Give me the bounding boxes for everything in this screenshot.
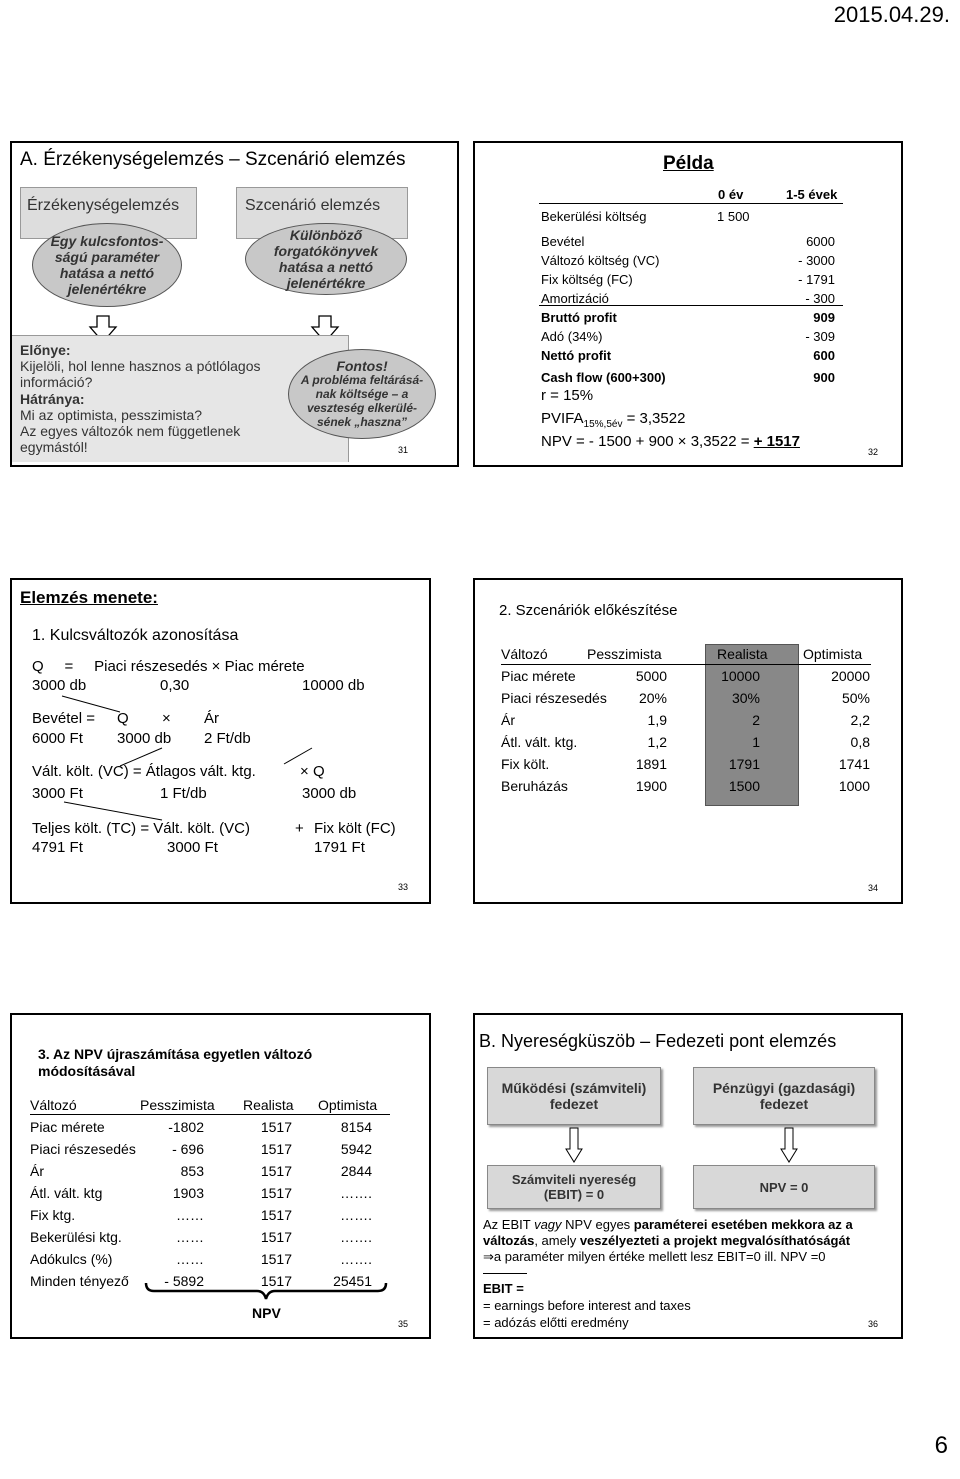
row-label: Minden tényező bbox=[30, 1273, 129, 1289]
row-value-years: - 309 bbox=[805, 329, 835, 344]
row-label: Ár bbox=[30, 1163, 44, 1179]
ellipse-left: Egy kulcsfontos- ságú paraméter hatása a nettó jelenértékre bbox=[32, 223, 182, 307]
table-cell: -1802 bbox=[168, 1119, 204, 1135]
table-cell: 1000 bbox=[838, 778, 870, 794]
table-header: Pesszimista bbox=[140, 1097, 215, 1113]
table-cell: 20% bbox=[638, 690, 667, 706]
page-number: 6 bbox=[934, 1432, 948, 1459]
row-label: Adó (34%) bbox=[541, 329, 603, 344]
box-accounting-breakeven: Működési (számviteli) fedezet bbox=[487, 1067, 661, 1125]
slide-title: 2. Szcenáriók előkészítése bbox=[499, 602, 678, 619]
header-rule bbox=[501, 664, 871, 665]
warning-ellipse: Fontos! A probléma feltárásá- nak költsége – a veszteség elkerülé- sének „haszna” bbox=[288, 349, 436, 439]
row-label: Beruházás bbox=[501, 778, 568, 794]
box-ebit-zero: Számviteli nyereség (EBIT) = 0 bbox=[487, 1165, 661, 1209]
table-cell: 1517 bbox=[260, 1185, 292, 1201]
header-rule bbox=[539, 203, 843, 204]
table-header: Pesszimista bbox=[587, 646, 662, 662]
table-cell: 1741 bbox=[838, 756, 870, 772]
row-label: Bekerülési költség bbox=[541, 209, 647, 224]
table-cell: 1891 bbox=[635, 756, 667, 772]
row-label: Adókulcs (%) bbox=[30, 1251, 113, 1267]
table-cell: 1517 bbox=[260, 1273, 292, 1289]
table-cell: 1 bbox=[752, 734, 760, 750]
table-cell: 1500 bbox=[728, 778, 760, 794]
pros-cons-box: Előnye: Kijelöli, hol lenne hasznos a pótlólagos információ? Hátránya: Mi az optimista, pesszimista? Az egyes változók nem függetlenek egymástól! bbox=[12, 335, 349, 462]
sensitivity-box: Érzékenységelemzés bbox=[20, 187, 197, 239]
row-value-years: 6000 bbox=[806, 234, 835, 249]
row-label: Átl. vált. ktg. bbox=[501, 734, 578, 750]
table-cell: 10000 bbox=[721, 668, 760, 684]
row-label: Bruttó profit bbox=[541, 310, 617, 325]
slide-33: Elemzés menete: 1. Kulcsváltozók azonosítása Q = Piaci részesedés × Piac mérete 3000 db 0,30 10000 db Bevétel = Q × Ár 6000 Ft 3000 db 2 Ft/db Vált. költ. (VC) = Átlagos vált. ktg. × Q 3000 Ft 1 Ft/db 3000 db Teljes költ. (TC) = Vált. költ. (VC) + Fix költ (FC) 4791 Ft 3000 Ft 1791 Ft 33 bbox=[10, 578, 431, 904]
row-label: Bevétel bbox=[541, 234, 585, 249]
slide-title: A. Érzékenységelemzés – Szcenárió elemzés bbox=[20, 149, 406, 170]
header-rule bbox=[30, 1114, 390, 1115]
row-value-year0: 1 500 bbox=[717, 209, 750, 224]
down-arrow-left bbox=[565, 1127, 583, 1163]
row-label: Amortizáció bbox=[541, 291, 609, 306]
slide-number: 32 bbox=[868, 447, 879, 457]
table-cell: 5000 bbox=[635, 668, 667, 684]
row-label: Változó költség (VC) bbox=[541, 253, 660, 268]
slide-title: Példa bbox=[663, 153, 714, 174]
row-label: Piac mérete bbox=[30, 1119, 105, 1135]
table-cell: 50% bbox=[841, 690, 870, 706]
slide-36: B. Nyereségküszöb – Fedezeti pont elemzés Működési (számviteli) fedezet Pénzügyi (gazdasági) fedezet Számviteli nyereség (EBIT) = 0 NPV = 0 Az EBIT vagy NPV egyes paraméterei esetében mekkora az a változás, amely veszélyezteti a projekt megvalósíthatóságát ⇒a paraméter milyen értéke mellett lesz EBIT=0 ill. NPV =0 EBIT = = earnings before interest and taxes = adózás előtti eredmény 36 bbox=[473, 1013, 903, 1339]
table-cell: 1517 bbox=[260, 1119, 292, 1135]
table-cell: 30% bbox=[731, 690, 760, 706]
slide-35: 3. Az NPV újraszámítása egyetlen változó módosításával Változó Pesszimista Realista Optimista Piac mérete -1802 1517 8154 Piaci részesedés - 696 1517 5942 Ár 853 1517 2844 Átl. vált. ktg 1903 1517 ……. Fix ktg. …… 1517 ……. Bekerülési ktg. …… 1517 ……. Adókulcs (%) …… 1517 ……. Minden tényező - 5892 1517 25451 NPV 35 bbox=[10, 1013, 431, 1339]
box-financial-breakeven: Pénzügyi (gazdasági) fedezet bbox=[693, 1067, 875, 1125]
table-cell: …… bbox=[176, 1251, 204, 1267]
table-cell: …… bbox=[176, 1229, 204, 1245]
header-date: 2015.04.29. bbox=[833, 2, 950, 27]
table-cell: 25451 bbox=[333, 1273, 372, 1289]
row-label: Bekerülési ktg. bbox=[30, 1229, 122, 1245]
row-value-years: 909 bbox=[813, 310, 835, 325]
table-cell: 2844 bbox=[340, 1163, 372, 1179]
row-label: Fix ktg. bbox=[30, 1207, 76, 1223]
box-npv-zero: NPV = 0 bbox=[693, 1165, 875, 1209]
slide-number: 33 bbox=[398, 882, 409, 892]
row-label: Fix költ. bbox=[501, 756, 550, 772]
row-label: Ár bbox=[501, 712, 515, 728]
slide-title: B. Nyereségküszöb – Fedezeti pont elemzés bbox=[479, 1031, 837, 1051]
row-label: Nettó profit bbox=[541, 348, 612, 363]
row-value-years: 600 bbox=[813, 348, 835, 363]
table-cell: 1517 bbox=[260, 1229, 292, 1245]
ellipse-right: Különböző forgatókönyvek hatása a nettó jelenértékre bbox=[245, 223, 407, 295]
table-cell: - 696 bbox=[172, 1141, 204, 1157]
amort-rule bbox=[539, 305, 843, 306]
row-label: Piaci részesedés bbox=[30, 1141, 136, 1157]
table-cell: 2,2 bbox=[850, 712, 870, 728]
table-cell: 853 bbox=[180, 1163, 204, 1179]
slide-32: Példa 0 év 1-5 évek Bekerülési költség 1 500 Bevétel 6000 Változó költség (VC) - 3000 Fix költség (FC) - 1791 Amortizáció - 300 Bruttó profit 909 Adó (34%) - 309 Nettó profit 600 Cash flow (600+300) 900 r = 15% $PVIFA_{15\%,5év} = 3,3522$ NPV = - 1500 + 900 × 3,3522 = + 1517 32 bbox=[473, 141, 903, 467]
table-cell: ……. bbox=[340, 1185, 372, 1201]
table-cell: 1,2 bbox=[647, 734, 667, 750]
row-value-years: - 300 bbox=[805, 291, 835, 306]
slide-number: 36 bbox=[868, 1319, 879, 1329]
table-cell: 1517 bbox=[260, 1251, 292, 1267]
table-header: Realista bbox=[243, 1097, 294, 1113]
table-cell: ……. bbox=[340, 1251, 372, 1267]
table-cell: …… bbox=[176, 1207, 204, 1223]
table-cell: 2 bbox=[752, 712, 760, 728]
slide-34 bbox=[473, 578, 903, 904]
table-cell: 20000 bbox=[831, 668, 870, 684]
row-label: Fix költség (FC) bbox=[541, 272, 633, 287]
table-cell: ……. bbox=[340, 1207, 372, 1223]
row-value-years: - 3000 bbox=[798, 253, 835, 268]
table-cell: 1517 bbox=[260, 1207, 292, 1223]
scenario-box: Szcenárió elemzés bbox=[236, 187, 408, 239]
table-cell: 0,8 bbox=[850, 734, 870, 750]
row-value-years: 900 bbox=[813, 370, 835, 385]
table-header: Realista bbox=[717, 646, 768, 662]
row-label: Átl. vált. ktg bbox=[30, 1185, 103, 1201]
slide-31 bbox=[10, 141, 459, 467]
slide-number: 34 bbox=[868, 883, 879, 893]
down-arrow-right bbox=[780, 1127, 798, 1163]
table-cell: 8154 bbox=[340, 1119, 372, 1135]
row-label: Piac mérete bbox=[501, 668, 576, 684]
table-header: Változó bbox=[501, 646, 548, 662]
row-label: Piaci részesedés bbox=[501, 690, 607, 706]
table-cell: ……. bbox=[340, 1229, 372, 1245]
table-header: Változó bbox=[30, 1097, 77, 1113]
row-label: Cash flow (600+300) bbox=[541, 370, 666, 385]
table-cell: - 5892 bbox=[164, 1273, 204, 1289]
table-header: Optimista bbox=[318, 1097, 378, 1113]
slide-number: 31 bbox=[398, 445, 409, 455]
npv-brace bbox=[142, 1281, 392, 1301]
table-cell: 1791 bbox=[728, 756, 760, 772]
row-value-years: - 1791 bbox=[798, 272, 835, 287]
table-cell: 1903 bbox=[172, 1185, 204, 1201]
slide-title: Elemzés menete: bbox=[20, 588, 158, 607]
slide-number: 35 bbox=[398, 1319, 409, 1329]
table-cell: 1517 bbox=[260, 1141, 292, 1157]
table-cell: 5942 bbox=[340, 1141, 372, 1157]
table-cell: 1900 bbox=[635, 778, 667, 794]
table-cell: 1517 bbox=[260, 1163, 292, 1179]
table-header: Optimista bbox=[803, 646, 863, 662]
table-cell: 1,9 bbox=[647, 712, 667, 728]
